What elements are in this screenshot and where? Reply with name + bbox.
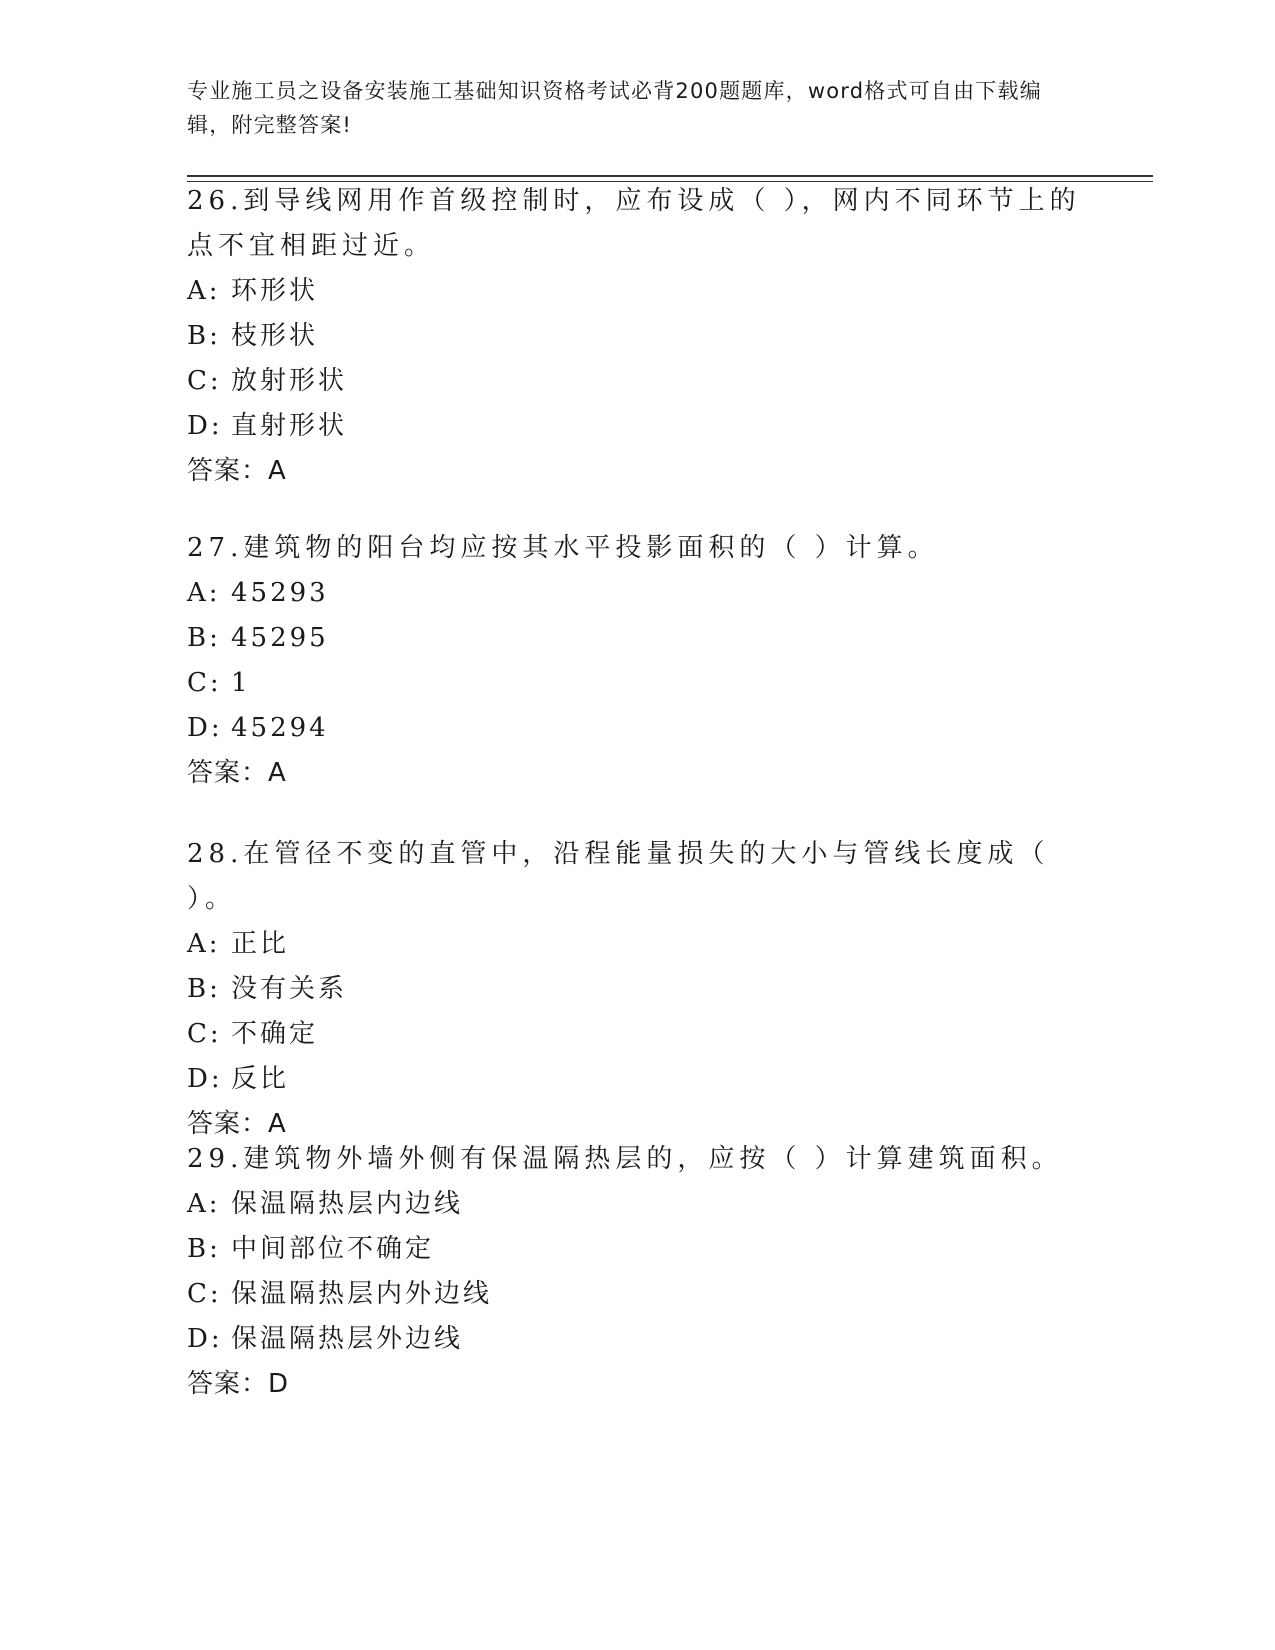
option-key: C: xyxy=(187,668,222,698)
option-text: 环形状 xyxy=(231,276,319,306)
option-c xyxy=(187,359,1087,404)
option-text: 中间部位不确定 xyxy=(231,1234,435,1264)
option-b xyxy=(187,314,1087,359)
option-b xyxy=(187,616,1087,661)
option-text: 放射形状 xyxy=(231,366,348,396)
option-text: 45293 xyxy=(231,578,329,608)
question-27 xyxy=(187,526,1087,796)
option-text: 45294 xyxy=(231,713,329,743)
option-c xyxy=(187,1012,1087,1057)
option-c xyxy=(187,661,1087,706)
option-key: A: xyxy=(187,276,221,306)
option-a xyxy=(187,922,1087,967)
option-key: D: xyxy=(187,713,223,743)
option-key: B: xyxy=(187,974,221,1004)
question-28 xyxy=(187,832,1087,1147)
option-text: 45295 xyxy=(231,623,329,653)
answer: 答案：D xyxy=(187,1369,290,1399)
option-text: 不确定 xyxy=(231,1019,319,1049)
option-c xyxy=(187,1272,1087,1317)
option-a xyxy=(187,1182,1087,1227)
option-d xyxy=(187,706,1087,751)
option-key: D: xyxy=(187,1064,223,1094)
question-stem: 29.建筑物外墙外侧有保温隔热层的，应按（ ）计算建筑面积。 xyxy=(187,1144,1063,1174)
option-d xyxy=(187,1317,1087,1362)
option-text: 反比 xyxy=(231,1064,290,1094)
option-key: B: xyxy=(187,623,221,653)
option-text: 枝形状 xyxy=(231,321,319,351)
option-key: B: xyxy=(187,321,221,351)
question-stem: 28.在管径不变的直管中，沿程能量损失的大小与管线长度成（ ）。 xyxy=(187,839,1050,914)
option-key: C: xyxy=(187,1279,222,1309)
option-b xyxy=(187,1227,1087,1272)
option-d xyxy=(187,1057,1087,1102)
option-text: 正比 xyxy=(231,929,290,959)
question-29 xyxy=(187,1137,1087,1407)
option-key: B: xyxy=(187,1234,221,1264)
document-header: 专业施工员之设备安装施工基础知识资格考试必背200题题库，word格式可自由下载编辑，附完整答案! xyxy=(187,79,1042,137)
option-text: 保温隔热层内边线 xyxy=(231,1189,464,1219)
option-a xyxy=(187,571,1087,616)
option-key: A: xyxy=(187,1189,221,1219)
header-divider-thick xyxy=(187,175,1153,177)
option-key: D: xyxy=(187,1324,223,1354)
question-26 xyxy=(187,179,1087,494)
option-key: D: xyxy=(187,411,223,441)
option-d xyxy=(187,404,1087,449)
option-key: A: xyxy=(187,578,221,608)
answer: 答案：A xyxy=(187,1109,287,1139)
question-stem: 27.建筑物的阳台均应按其水平投影面积的（ ）计算。 xyxy=(187,533,939,563)
answer: 答案：A xyxy=(187,456,287,486)
option-key: C: xyxy=(187,1019,222,1049)
option-text: 保温隔热层内外边线 xyxy=(231,1279,493,1309)
option-a xyxy=(187,269,1087,314)
option-key: A: xyxy=(187,929,221,959)
option-text: 没有关系 xyxy=(231,974,348,1004)
answer: 答案：A xyxy=(187,758,287,788)
option-text: 1 xyxy=(231,668,251,698)
option-b xyxy=(187,967,1087,1012)
option-text: 保温隔热层外边线 xyxy=(231,1324,464,1354)
option-text: 直射形状 xyxy=(231,411,348,441)
question-stem: 26.到导线网用作首级控制时，应布设成（ ），网内不同环节上的点不宜相距过近。 xyxy=(187,186,1081,261)
option-key: C: xyxy=(187,366,222,396)
